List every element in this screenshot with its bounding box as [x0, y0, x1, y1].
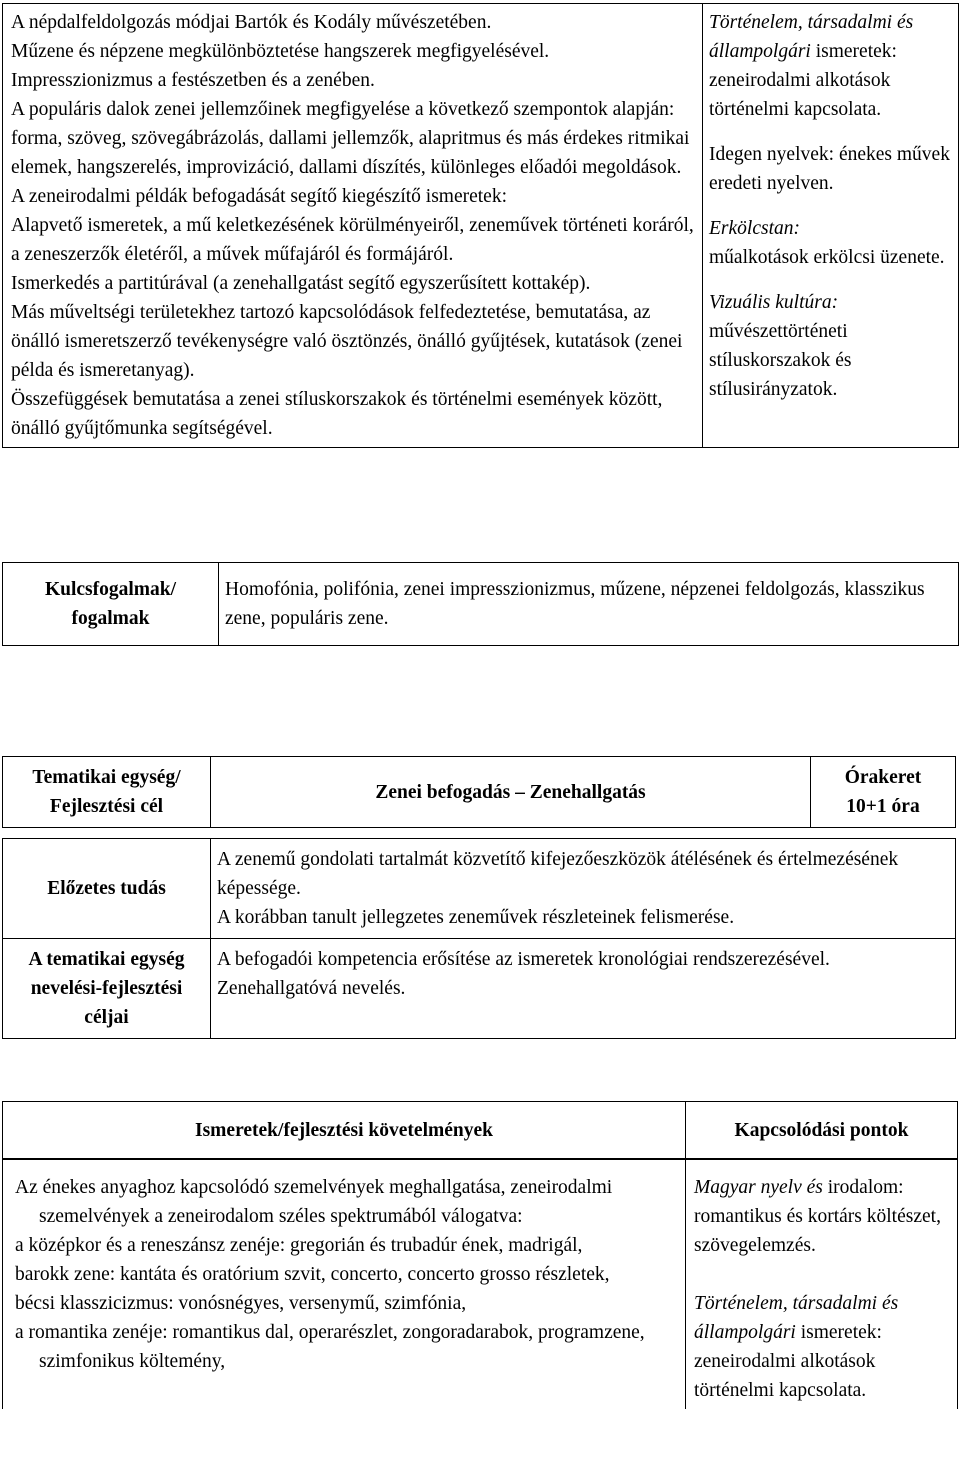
unit-title: Zenei befogadás – Zenehallgatás [211, 757, 811, 828]
requirements-table [2, 1101, 958, 1409]
content-line: Összefüggések bemutatása a zenei stíluskorszakok és történelmi események között, önálló gyűjtőmunka segítségével. [11, 389, 663, 439]
unit-label-line: Tematikai egység/ [32, 767, 181, 788]
prior-line: A zenemű gondolati tartalmát közvetítő kifejezőeszközök átélésének és értelmezésének képessége. [217, 849, 899, 899]
requirements-header: Ismeretek/fejlesztési követelmények [3, 1102, 686, 1159]
prior-line: A korábban tanult jellegzetes zeneművek részleteinek felismerése. [217, 907, 735, 928]
connection-text: ismeretek: zeneirodalmi alkotások történelmi kapcsolata. [709, 41, 897, 120]
theme-table [2, 756, 956, 1039]
hours-cell [811, 757, 956, 828]
connections-header: Kapcsolódási pontok [686, 1102, 958, 1159]
content-line: A népdalfeldolgozás módjai Bartók és Kodály művészetében. [11, 12, 492, 33]
connection-ethics [709, 214, 954, 272]
goals-label [3, 939, 211, 1039]
top-table [2, 3, 959, 448]
connection-subject: Erkölcstan: [709, 218, 800, 239]
key-label-line: Kulcsfogalmak/ [44, 579, 177, 600]
unit-label-line: Fejlesztési cél [49, 796, 164, 817]
goals-label-line: A tematikai egység [28, 949, 185, 970]
key-concepts-text: Homofónia, polifónia, zenei impresszionizmus, műzene, népzenei feldolgozás, klasszikus zene, populáris zene. [219, 563, 959, 646]
content-line: A populáris dalok zenei jellemzőinek megfigyelése a következő szempontok alapján: forma, szöveg, szövegábrázolás, dallami jellemzők, alapritmus és más érdekes ritmikai elemek, hangszerelés, improvizáció, dallami díszítés, különleges előadói megoldások. [11, 99, 690, 178]
connection-history [694, 1289, 951, 1405]
connection-subject: Történelem, társadalmi és állampolgári [709, 12, 914, 62]
requirement-item: a romantika zenéje: romantikus dal, operarészlet, zongoradarabok, programzene, szimfonikus költemény, [15, 1322, 645, 1372]
connection-history [709, 8, 954, 124]
prior-knowledge-text [211, 839, 956, 939]
content-line: Impresszionizmus a festészetben és a zenében. [11, 70, 375, 91]
content-line: Ismerkedés a partitúrával (a zenehallgatást segítő egyszerűsített kottakép). [11, 273, 591, 294]
hours-label: Órakeret [844, 767, 922, 788]
unit-label [3, 757, 211, 828]
key-label-line: fogalmak [71, 608, 150, 629]
prior-knowledge-label: Előzetes tudás [3, 839, 211, 939]
connection-subject: Történelem, társadalmi és állampolgári [694, 1293, 899, 1343]
goals-label-line: nevelési-fejlesztési [30, 978, 183, 999]
goals-label-line: céljai [84, 1007, 129, 1028]
hours-value: 10+1 óra [846, 796, 920, 817]
key-concepts-table [2, 562, 959, 646]
connection-literature [694, 1173, 951, 1260]
connection-text: ismeretek: zeneirodalmi alkotások történelmi kapcsolata. [694, 1322, 882, 1401]
key-concepts-label [3, 563, 219, 646]
content-line: Más műveltségi területekhez tartozó kapcsolódások felfedeztetése, bemutatása, az önálló ismeretszerző tevékenységre való ösztönzés, önálló gyűjtések, kutatások (zenei példa és ismeretanyag). [11, 302, 683, 381]
connection-visual [709, 288, 954, 404]
connection-subject: Vizuális kultúra: [709, 292, 839, 313]
requirement-item: bécsi klasszicizmus: vonósnégyes, versenymű, szimfónia, [15, 1293, 467, 1314]
requirements-body [3, 1160, 686, 1410]
goals-text: A befogadói kompetencia erősítése az ismeretek kronológiai rendszerezésével. Zenehallgatóvá nevelés. [211, 939, 956, 1039]
connections-body [686, 1160, 958, 1410]
requirement-item: barokk zene: kantáta és oratórium szvit, concerto, concerto grosso részletek, [15, 1264, 610, 1285]
requirement-item: a középkor és a reneszánsz zenéje: gregorián és trubadúr ének, madrigál, [15, 1235, 583, 1256]
requirement-item: Az énekes anyaghoz kapcsolódó szemelvények meghallgatása, zeneirodalmi szemelvények a zeneirodalom széles spektrumából válogatva: [15, 1177, 613, 1227]
content-line: Alapvető ismeretek, a mű keletkezésének körülményeiről, zeneművek történeti koráról, a zeneszerzők életéről, a művek műfajáról és formájáról. [11, 215, 694, 265]
content-line: A zeneirodalmi példák befogadását segítő kiegészítő ismeretek: [11, 186, 507, 207]
connection-text: művészettörténeti stíluskorszakok és stílusirányzatok. [709, 321, 852, 400]
connection-text: Idegen nyelvek: énekes művek eredeti nyelven. [709, 144, 950, 194]
connection-text: műalkotások erkölcsi üzenete. [709, 247, 945, 268]
connections-cell [703, 4, 959, 448]
connection-languages [709, 140, 954, 198]
connection-text: irodalom: romantikus és kortárs költészet, szövegelemzés. [694, 1177, 941, 1256]
content-line: Műzene és népzene megkülönböztetése hangszerek megfigyelésével. [11, 41, 550, 62]
content-cell [3, 4, 703, 448]
connection-subject: Magyar nyelv és [694, 1177, 823, 1198]
